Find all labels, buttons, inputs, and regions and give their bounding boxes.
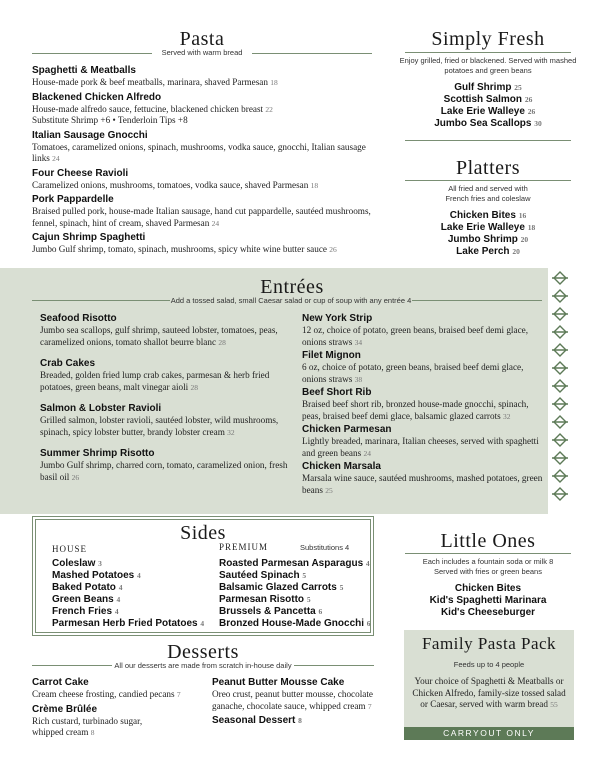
sides-substitutions: Substitutions 4: [300, 543, 350, 552]
list-item: Kid's Cheeseburger: [440, 607, 536, 618]
entree-desc: Braised beef short rib, bronzed house-made gnocchi, spinach, peas, braised beef demi glace, balsamic glazed carrots 32: [302, 399, 529, 421]
dessert-desc: Oreo crust, peanut butter mousse, chocolate ganache, chocolate sauce, whipped cream 7: [212, 689, 373, 711]
list-item: Chicken Bites: [454, 583, 522, 594]
list-item: Jumbo Sea Scallops 30: [434, 118, 542, 129]
list-item: Coleslaw 3: [52, 558, 102, 569]
entree-item: [40, 313, 290, 348]
entrees-left: [40, 313, 290, 486]
family-pack-title: Family Pasta Pack: [421, 634, 557, 653]
dessert-desc: Cream cheese frosting, candied pecans 7: [32, 689, 181, 699]
dessert-item: [212, 715, 377, 727]
sides-title: Sides: [180, 522, 226, 544]
list-item: Parmesan Herb Fried Potatoes 4: [52, 618, 205, 629]
list-item: Lake Perch 20: [456, 246, 520, 257]
family-pack-desc: Your choice of Spaghetti & Meatballs or Chicken Alfredo, family-size tossed salad or Caesar, served with warm bread 55: [412, 676, 566, 709]
list-item: Jumbo Shrimp 20: [447, 234, 529, 245]
entree-item: [302, 424, 547, 459]
pasta-item-name: Four Cheese Ravioli: [32, 167, 129, 179]
sides-house-label: HOUSE: [52, 544, 88, 554]
list-item: Mashed Potatoes 4: [52, 570, 141, 581]
little-ones-title: Little Ones: [440, 530, 536, 552]
simply-fresh-title: Simply Fresh: [431, 28, 545, 50]
pasta-item: [32, 65, 377, 89]
entree-name: Filet Mignon: [302, 350, 361, 361]
pasta-item: [32, 130, 377, 165]
pasta-item-extra: Substitute Shrimp +6 • Tenderloin Tips +8: [32, 115, 188, 125]
entrees-right: [302, 313, 547, 499]
dessert-name: Crème Brûlée: [32, 703, 98, 715]
pasta-item-name: Pork Pappardelle: [32, 194, 114, 205]
pasta-item-name: Spaghetti & Meatballs: [32, 65, 136, 76]
list-item: Baked Potato 4: [52, 582, 123, 593]
list-item: Chicken Bites 16: [449, 210, 527, 221]
desserts-title: Desserts: [167, 641, 239, 663]
list-item: Brussels & Pancetta 6: [219, 606, 323, 617]
entree-item: [40, 403, 290, 438]
pasta-title: Pasta: [179, 28, 225, 50]
pasta-subtitle: Served with warm bread: [161, 48, 243, 57]
dessert-name: Carrot Cake: [32, 677, 89, 688]
desserts-right: [212, 677, 377, 730]
list-item: French Fries 4: [52, 606, 119, 617]
pasta-item-name: Blackened Chicken Alfredo: [32, 91, 162, 103]
entree-desc: Grilled salmon, lobster ravioli, sautéed lobster, wild mushrooms, spinach, spicy lobster butter, brandy lobster cream 32: [40, 415, 279, 437]
desserts-subtitle: All our desserts are made from scratch in-house daily: [114, 661, 292, 670]
little-ones-subtitle-2: Served with fries or green beans: [434, 567, 542, 576]
entree-desc: Jumbo sea scallops, gulf shrimp, sauteed lobster, tomatoes, peas, caramelized onions, tomato shallot beurre blanc 28: [40, 325, 278, 347]
dessert-desc: Rich custard, turbinado sugar, whipped cream 8: [32, 715, 143, 737]
list-item: Roasted Parmesan Asparagus 4: [219, 558, 370, 569]
entree-desc: Lightly breaded, marinara, Italian cheeses, served with spaghetti and green beans 24: [302, 436, 539, 458]
pasta-list: [32, 65, 377, 259]
pasta-item-desc: House-made alfredo sauce, fettucine, blackened chicken breast 22: [32, 103, 273, 114]
entrees-subtitle: Add a tossed salad, small Caesar salad or cup of soup with any entrée 4: [170, 296, 412, 305]
entree-item: [302, 461, 547, 496]
entree-name: Summer Shrimp Risotto: [40, 448, 155, 459]
little-ones-list: [398, 583, 578, 619]
entree-desc: Marsala wine sauce, sautéed mushrooms, mashed potatoes, green beans 25: [302, 473, 543, 495]
little-ones-subtitle-1: Each includes a fountain soda or milk 8: [422, 557, 554, 566]
list-item: Lake Erie Walleye 18: [440, 222, 536, 233]
dessert-item: [32, 677, 212, 701]
entree-name: Salmon & Lobster Ravioli: [40, 403, 162, 414]
family-pack-subtitle: Feeds up to 4 people: [453, 660, 525, 669]
entree-item: [302, 350, 547, 385]
pasta-item-desc: Caramelized onions, mushrooms, tomatoes, vodka sauce, shaved Parmesan 18: [32, 179, 319, 190]
entree-name: New York Strip: [302, 313, 373, 324]
platters-subtitle: All fried and served with French fries and coleslaw: [445, 184, 531, 203]
list-item: Lake Erie Walleye 26: [440, 106, 536, 117]
pasta-item-desc: Tomatoes, caramelized onions, spinach, mushrooms, vodka sauce, gnocchi, Italian sausage links 24: [32, 141, 366, 163]
list-item: Kid's Spaghetti Marinara: [429, 595, 547, 606]
list-item: Scottish Salmon 26: [443, 94, 533, 105]
list-item: Green Beans 4: [52, 594, 121, 605]
carryout-only-banner: CARRYOUT ONLY: [404, 727, 574, 740]
list-item: Bronzed House-Made Gnocchi 6: [219, 618, 371, 629]
sides-premium-list: [219, 558, 371, 630]
decorative-border: [548, 268, 572, 514]
entree-name: Seafood Risotto: [40, 313, 117, 324]
dessert-name: Peanut Butter Mousse Cake: [212, 677, 345, 688]
list-item: Sautéed Spinach 5: [219, 570, 307, 581]
dessert-name: Seasonal Dessert 8: [212, 715, 302, 726]
entree-name: Beef Short Rib: [302, 387, 372, 398]
pasta-item: [32, 92, 377, 127]
entree-desc: 6 oz, choice of potato, green beans, braised beef demi glace, onions straws 38: [302, 362, 524, 384]
platters-title: Platters: [456, 157, 520, 179]
entrees-title: Entrées: [260, 276, 324, 298]
simply-fresh-subtitle: Enjoy grilled, fried or blackened. Served with mashed potatoes and green beans: [399, 56, 577, 75]
pasta-item: [32, 232, 377, 256]
entree-item: [40, 358, 290, 393]
entree-item: [40, 448, 290, 483]
simply-fresh-list: [398, 82, 578, 130]
list-item: Balsamic Glazed Carrots 5: [219, 582, 344, 593]
pasta-item-desc: Jumbo Gulf shrimp, tomato, spinach, mushrooms, spicy white wine butter sauce 26: [32, 244, 337, 254]
pasta-item-desc: House-made pork & beef meatballs, marinara, shaved Parmesan 18: [32, 77, 278, 87]
entree-item: [302, 313, 547, 348]
dessert-item: [212, 677, 377, 712]
pasta-item: [32, 168, 377, 192]
list-item: Gulf Shrimp 25: [454, 82, 522, 93]
pasta-item: [32, 194, 377, 229]
sides-premium-label: PREMIUM: [219, 542, 269, 552]
list-item: Parmesan Risotto 5: [219, 594, 311, 605]
pasta-item-name: Cajun Shrimp Spaghetti: [32, 232, 146, 243]
pasta-item-desc: Braised pulled pork, house-made Italian sausage, hand cut pappardelle, sautéed mushrooms, fennel, spinach, hint of cream, shaved Parmesan 24: [32, 206, 371, 228]
entree-item: [302, 387, 547, 422]
entree-name: Chicken Parmesan: [302, 424, 392, 435]
pasta-item-name: Italian Sausage Gnocchi: [32, 129, 148, 141]
dessert-item: [32, 704, 212, 739]
entree-desc: 12 oz, choice of potato, green beans, braised beef demi glace, onions straws 34: [302, 325, 529, 347]
platters-list: [398, 210, 578, 258]
entree-name: Chicken Marsala: [302, 461, 381, 472]
entree-desc: Jumbo Gulf shrimp, charred corn, tomato, caramelized onion, fresh basil oil 26: [40, 460, 288, 482]
entree-name: Crab Cakes: [40, 358, 96, 369]
sides-house-list: [52, 558, 217, 630]
desserts-left: [32, 677, 212, 742]
entree-desc: Breaded, golden fried lump crab cakes, parmesan & herb fried potatoes, green beans, malt vinegar aioli 28: [40, 370, 270, 392]
